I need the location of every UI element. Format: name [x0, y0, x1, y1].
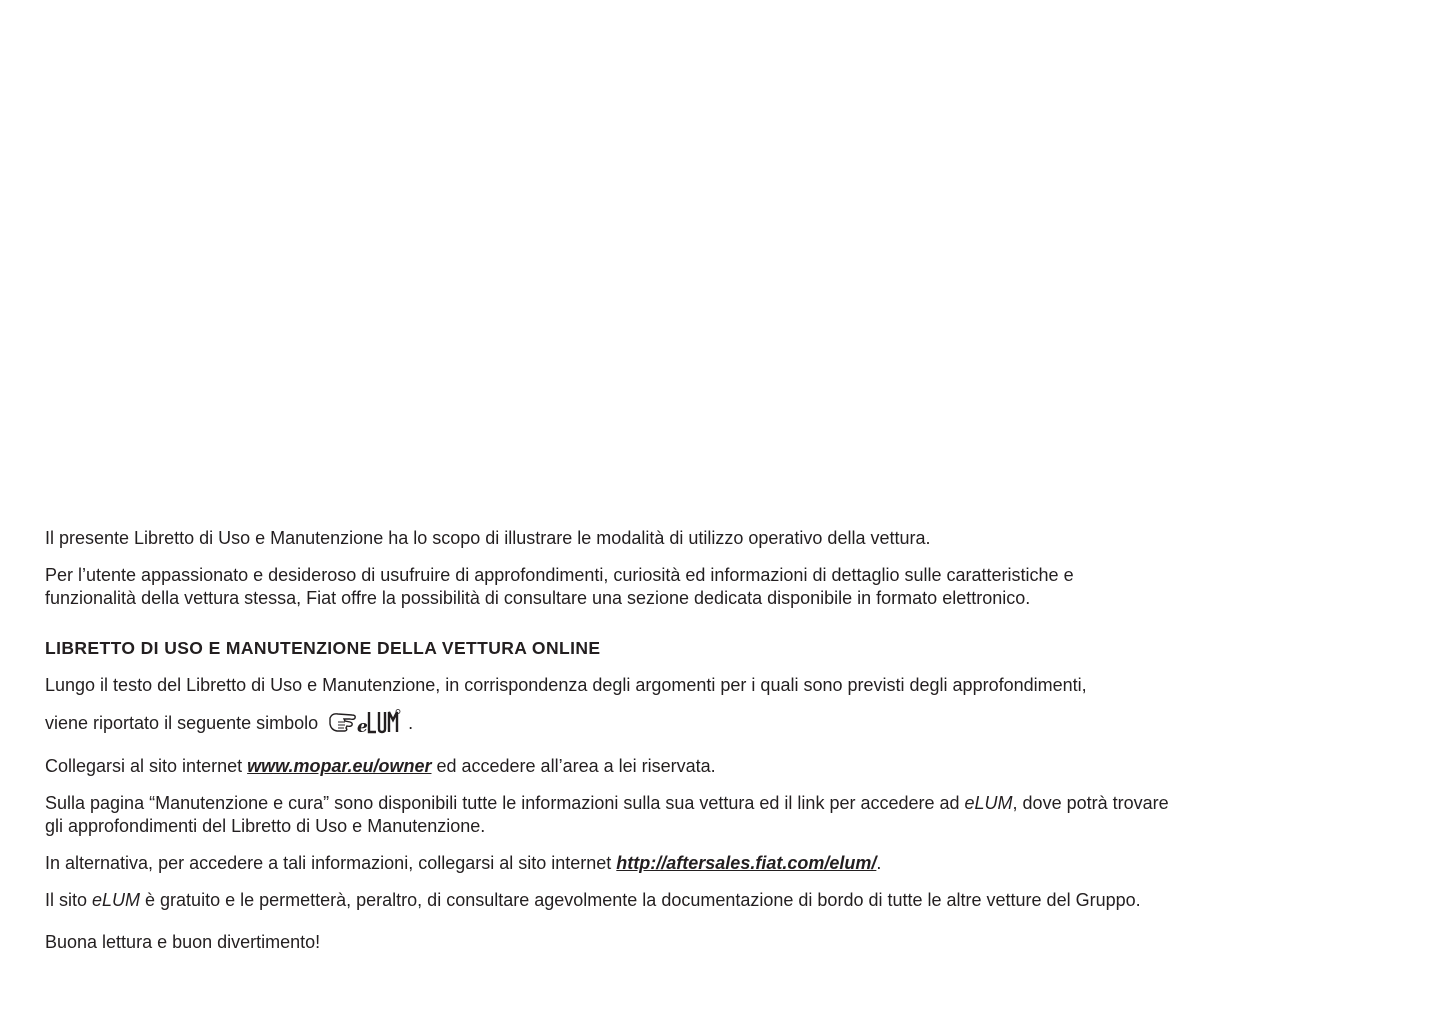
paragraph-manutenzione-cura-after: , dove potrà trovare [1012, 793, 1169, 813]
paragraph-collegarsi [45, 755, 1345, 778]
paragraph-alternativa-before: In alternativa, per accedere a tali informazioni, collegarsi al sito internet [45, 853, 617, 873]
svg-text:e: e [357, 717, 368, 735]
paragraph-manutenzione-cura-before: Sulla pagina “Manutenzione e cura” sono disponibili tutte le informazioni sulla sua vettura ed il link per accedere ad [45, 793, 965, 813]
elum-term: eLUM [964, 793, 1013, 813]
elum-term-2: eLUM [92, 890, 141, 910]
paragraph-sito-elum-after: è gratuito e le permetterà, peraltro, di consultare agevolmente la documentazione di bordo di tutte le altre vetture del Gruppo. [140, 890, 1141, 910]
aftersales-elum-link[interactable]: http://aftersales.fiat.com/elum/ [616, 853, 877, 873]
paragraph-collegarsi-after: ed accedere all’area a lei riservata. [431, 756, 716, 776]
intro-paragraph-2-line-2: funzionalità della vettura stessa, Fiat offre la possibilità di consultare una sezione dedicata disponibile in formato elettronico. [45, 588, 1031, 608]
hand-pointing-elum-icon [328, 709, 402, 741]
intro-paragraph-2 [45, 564, 1345, 610]
paragraph-manutenzione-cura [45, 792, 1345, 838]
intro-paragraph-1: Il presente Libretto di Uso e Manutenzione ha lo scopo di illustrare le modalità di utilizzo operativo della vettura. [45, 528, 931, 548]
mopar-owner-link[interactable]: www.mopar.eu/owner [247, 756, 432, 776]
paragraph-manutenzione-cura-line-2: gli approfondimenti del Libretto di Uso e Manutenzione. [45, 816, 486, 836]
paragraph-collegarsi-before: Collegarsi al sito internet [45, 756, 248, 776]
paragraph-manutenzione-cura-line-1 [45, 792, 1345, 815]
paragraph-argomenti: Lungo il testo del Libretto di Uso e Manutenzione, in corrispondenza degli argomenti per i quali sono previsti degli approfondimenti, [45, 675, 1087, 695]
document-body [45, 527, 1345, 954]
paragraph-simbolo-end: . [408, 713, 414, 733]
paragraph-alternativa [45, 852, 1345, 875]
intro-paragraph-2-line-1: Per l’utente appassionato e desideroso di usufruire di approfondimenti, curiosità ed informazioni di dettaglio sulle caratteristiche e [45, 565, 1074, 585]
paragraph-simbolo [45, 709, 1345, 741]
paragraph-sito-elum [45, 889, 1345, 912]
paragraph-alternativa-after: . [876, 853, 882, 873]
section-heading: LIBRETTO DI USO E MANUTENZIONE DELLA VETTURA ONLINE [45, 638, 601, 658]
closing-line: Buona lettura e buon divertimento! [45, 932, 321, 952]
paragraph-simbolo-text: viene riportato il seguente simbolo [45, 713, 319, 733]
paragraph-sito-elum-before: Il sito [45, 890, 93, 910]
